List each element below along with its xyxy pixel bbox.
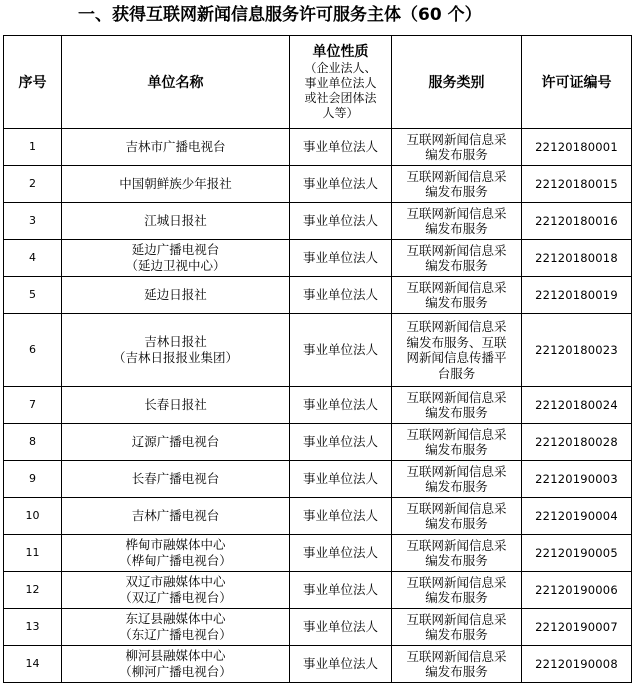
cell-category [392, 240, 522, 277]
cell-category [392, 129, 522, 166]
cell-nature: 事业单位法人 [290, 129, 392, 166]
table-row [4, 535, 632, 572]
cell-nature: 事业单位法人 [290, 203, 392, 240]
license-table [3, 35, 632, 683]
cell-license: 22120180015 [522, 166, 632, 203]
table-row [4, 129, 632, 166]
header-nature-sub: 或社会团体法 [304, 91, 377, 105]
cell-name-line: 江城日报社 [144, 213, 207, 228]
cell-category-line: 互联网新闻信息采 [406, 500, 507, 516]
cell-name-line: 吉林广播电视台 [131, 508, 220, 523]
cell-category-line: 编发布服务 [425, 405, 488, 420]
cell-category [392, 572, 522, 609]
cell-category [392, 277, 522, 314]
header-license: 许可证编号 [522, 36, 632, 129]
cell-name-line: （柳河广播电视台） [119, 664, 232, 679]
cell-seq: 8 [4, 424, 62, 461]
cell-name [62, 535, 290, 572]
cell-category-line: 互联网新闻信息采 [406, 648, 507, 664]
cell-category [392, 646, 522, 683]
table-row [4, 166, 632, 203]
cell-name-line: （延边卫视中心） [125, 258, 226, 273]
cell-name [62, 572, 290, 609]
cell-seq: 6 [4, 314, 62, 387]
cell-seq: 1 [4, 129, 62, 166]
cell-nature: 事业单位法人 [290, 609, 392, 646]
table-row [4, 609, 632, 646]
cell-category-line: 编发布服务 [425, 184, 488, 199]
header-category: 服务类别 [392, 36, 522, 129]
header-nature-sub: 人等） [322, 106, 359, 120]
cell-category-line: 互联网新闻信息采 [406, 389, 507, 405]
cell-seq: 14 [4, 646, 62, 683]
cell-nature: 事业单位法人 [290, 646, 392, 683]
cell-category-line: 编发布服务 [425, 590, 488, 605]
table-row [4, 461, 632, 498]
cell-category-line: 编发布服务 [425, 553, 488, 568]
cell-category [392, 461, 522, 498]
cell-category-line: 编发布服务 [425, 147, 488, 162]
cell-category-line: 互联网新闻信息采 [406, 242, 507, 258]
cell-category-line: 互联网新闻信息采 [406, 574, 507, 590]
cell-category-line: 编发布服务、互联 [406, 334, 507, 350]
cell-category [392, 387, 522, 424]
cell-category-line: 编发布服务 [425, 664, 488, 679]
cell-category-line: 编发布服务 [425, 479, 488, 494]
cell-category [392, 203, 522, 240]
cell-name-line: 桦甸市融媒体中心 [125, 537, 226, 552]
cell-license: 22120190005 [522, 535, 632, 572]
cell-license: 22120190008 [522, 646, 632, 683]
cell-name [62, 498, 290, 535]
cell-name [62, 314, 290, 387]
cell-license: 22120180018 [522, 240, 632, 277]
cell-category-line: 编发布服务 [425, 295, 488, 310]
header-seq: 序号 [4, 36, 62, 129]
cell-name [62, 203, 290, 240]
cell-license: 22120180019 [522, 277, 632, 314]
cell-name-line: 长春广播电视台 [131, 471, 220, 486]
cell-name-line: 双辽市融媒体中心 [125, 574, 226, 589]
cell-category [392, 498, 522, 535]
cell-nature: 事业单位法人 [290, 277, 392, 314]
cell-category-line: 互联网新闻信息采 [406, 319, 507, 334]
cell-seq: 2 [4, 166, 62, 203]
cell-name-line: 东辽县融媒体中心 [125, 611, 226, 626]
cell-category-line: 编发布服务 [425, 221, 488, 236]
cell-category-line: 编发布服务 [425, 627, 488, 642]
cell-name [62, 129, 290, 166]
cell-seq: 4 [4, 240, 62, 277]
cell-category-line: 互联网新闻信息采 [406, 205, 507, 221]
cell-category-line: 编发布服务 [425, 442, 488, 457]
cell-license: 22120190004 [522, 498, 632, 535]
cell-name [62, 609, 290, 646]
cell-name [62, 240, 290, 277]
cell-license: 22120190003 [522, 461, 632, 498]
cell-seq: 9 [4, 461, 62, 498]
header-nature-sub: （企业法人、 [304, 61, 377, 75]
cell-category-line: 互联网新闻信息采 [406, 168, 507, 184]
table-row [4, 387, 632, 424]
cell-category-line: 互联网新闻信息采 [406, 463, 507, 479]
cell-category-line: 互联网新闻信息采 [406, 131, 507, 147]
table-body [4, 129, 632, 683]
cell-name [62, 277, 290, 314]
cell-category-line: 编发布服务 [425, 516, 488, 531]
cell-nature: 事业单位法人 [290, 572, 392, 609]
cell-license: 22120180024 [522, 387, 632, 424]
table-row [4, 277, 632, 314]
cell-category-line: 互联网新闻信息采 [406, 279, 507, 295]
cell-name [62, 461, 290, 498]
table-row [4, 203, 632, 240]
cell-seq: 10 [4, 498, 62, 535]
cell-name [62, 646, 290, 683]
cell-category [392, 535, 522, 572]
table-header-row [4, 36, 632, 129]
cell-nature: 事业单位法人 [290, 240, 392, 277]
cell-category-line: 网新闻信息传播平 [406, 350, 507, 365]
cell-nature: 事业单位法人 [290, 535, 392, 572]
cell-name-line: 吉林日报社 [144, 334, 207, 349]
cell-license: 22120190006 [522, 572, 632, 609]
cell-name-line: 吉林市广播电视台 [125, 139, 226, 154]
cell-name-line: 延边日报社 [144, 287, 207, 302]
cell-license: 22120180016 [522, 203, 632, 240]
cell-nature: 事业单位法人 [290, 166, 392, 203]
cell-category [392, 424, 522, 461]
cell-name [62, 387, 290, 424]
table-row [4, 314, 632, 387]
cell-category-line: 互联网新闻信息采 [406, 537, 507, 553]
cell-seq: 5 [4, 277, 62, 314]
table-row [4, 572, 632, 609]
cell-name-line: 延边广播电视台 [131, 242, 220, 257]
cell-category-line: 互联网新闻信息采 [406, 426, 507, 442]
cell-name-line: 长春日报社 [144, 397, 207, 412]
cell-category [392, 314, 522, 387]
cell-category [392, 166, 522, 203]
cell-seq: 13 [4, 609, 62, 646]
cell-nature: 事业单位法人 [290, 498, 392, 535]
cell-seq: 11 [4, 535, 62, 572]
table-row [4, 646, 632, 683]
cell-category-line: 编发布服务 [425, 258, 488, 273]
cell-name [62, 424, 290, 461]
cell-name-line: 辽源广播电视台 [131, 434, 220, 449]
cell-seq: 7 [4, 387, 62, 424]
page-title: 一、获得互联网新闻信息服务许可服务主体（60 个） [78, 5, 482, 25]
cell-name-line: 中国朝鲜族少年报社 [119, 176, 232, 191]
cell-category-line: 台服务 [437, 365, 476, 381]
header-nature-sub: 事业单位法人 [304, 76, 377, 90]
cell-nature: 事业单位法人 [290, 424, 392, 461]
cell-nature: 事业单位法人 [290, 314, 392, 387]
header-nature-main: 单位性质 [312, 44, 369, 60]
cell-category [392, 609, 522, 646]
table-row [4, 240, 632, 277]
cell-name-line: 柳河县融媒体中心 [125, 648, 226, 663]
table-row [4, 498, 632, 535]
cell-name-line: （东辽广播电视台） [119, 627, 232, 642]
cell-license: 22120180001 [522, 129, 632, 166]
cell-seq: 3 [4, 203, 62, 240]
cell-license: 22120190007 [522, 609, 632, 646]
cell-seq: 12 [4, 572, 62, 609]
cell-name-line: （双辽广播电视台） [119, 590, 232, 605]
cell-name-line: （吉林日报报业集团） [112, 350, 238, 365]
cell-license: 22120180028 [522, 424, 632, 461]
header-nature [290, 36, 392, 129]
header-name: 单位名称 [62, 36, 290, 129]
cell-nature: 事业单位法人 [290, 387, 392, 424]
cell-license: 22120180023 [522, 314, 632, 387]
cell-nature: 事业单位法人 [290, 461, 392, 498]
cell-category-line: 互联网新闻信息采 [406, 611, 507, 627]
cell-name [62, 166, 290, 203]
cell-name-line: （桦甸广播电视台） [119, 553, 232, 568]
table-row [4, 424, 632, 461]
